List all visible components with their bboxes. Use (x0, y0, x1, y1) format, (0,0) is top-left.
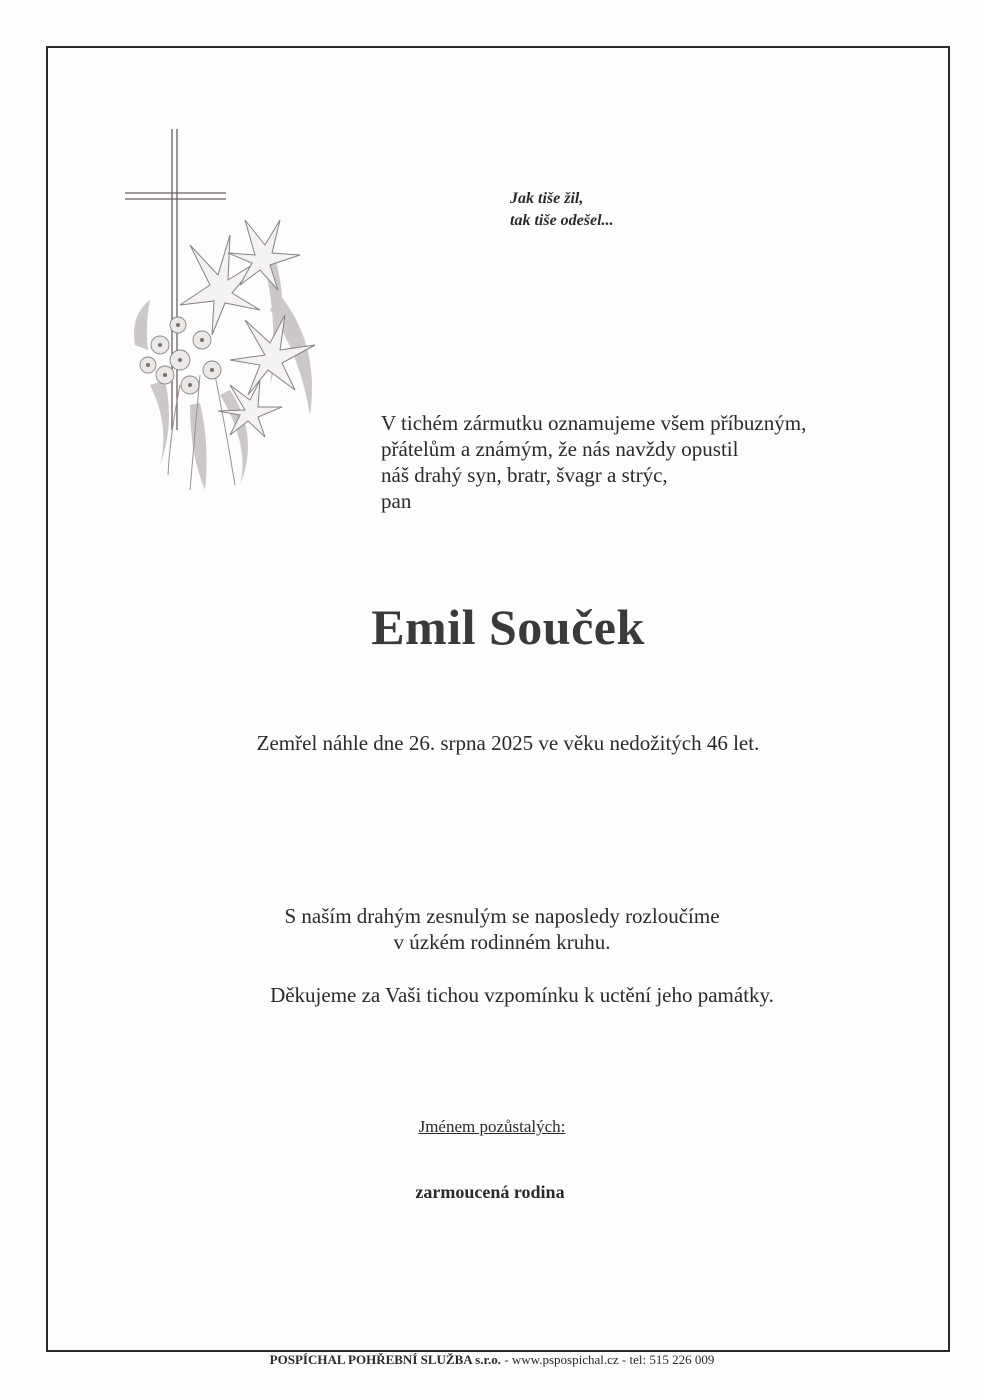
motto (510, 188, 614, 232)
farewell-text (0, 903, 984, 955)
motto-line: tak tiše odešel... (510, 212, 614, 229)
footer-company: POSPÍCHAL POHŘEBNÍ SLUŽBA s.r.o. (269, 1352, 502, 1367)
announcement-line: přátelům a známým, že nás navždy opustil (381, 437, 739, 461)
behalf-label: Jménem pozůstalých: (418, 1117, 566, 1136)
farewell-line: v úzkém rodinném kruhu. (393, 930, 611, 954)
cross-with-lilies-icon (120, 125, 340, 500)
farewell-line: S naším drahým zesnulým se naposledy rozloučíme (284, 904, 720, 928)
deceased-name: Emil Souček (371, 599, 645, 655)
motto-line: Jak tiše žil, (510, 190, 584, 207)
announcement-line: V tichém zármutku oznamujeme všem příbuzným, (381, 411, 807, 435)
thanks-text: Děkujeme za Vaši tichou vzpomínku k uctění jeho památky. (270, 983, 774, 1007)
announcement-line: pan (381, 489, 412, 513)
death-notice: Zemřel náhle dne 26. srpna 2025 ve věku nedožitých 46 let. (256, 731, 760, 755)
announcement-line: náš drahý syn, bratr, švagr a strýc, (381, 463, 668, 487)
family-signature: zarmoucená rodina (415, 1182, 565, 1202)
footer (0, 1352, 984, 1368)
footer-contact: - www.pspospichal.cz - tel: 515 226 009 (501, 1352, 715, 1367)
announcement-text (381, 410, 881, 514)
